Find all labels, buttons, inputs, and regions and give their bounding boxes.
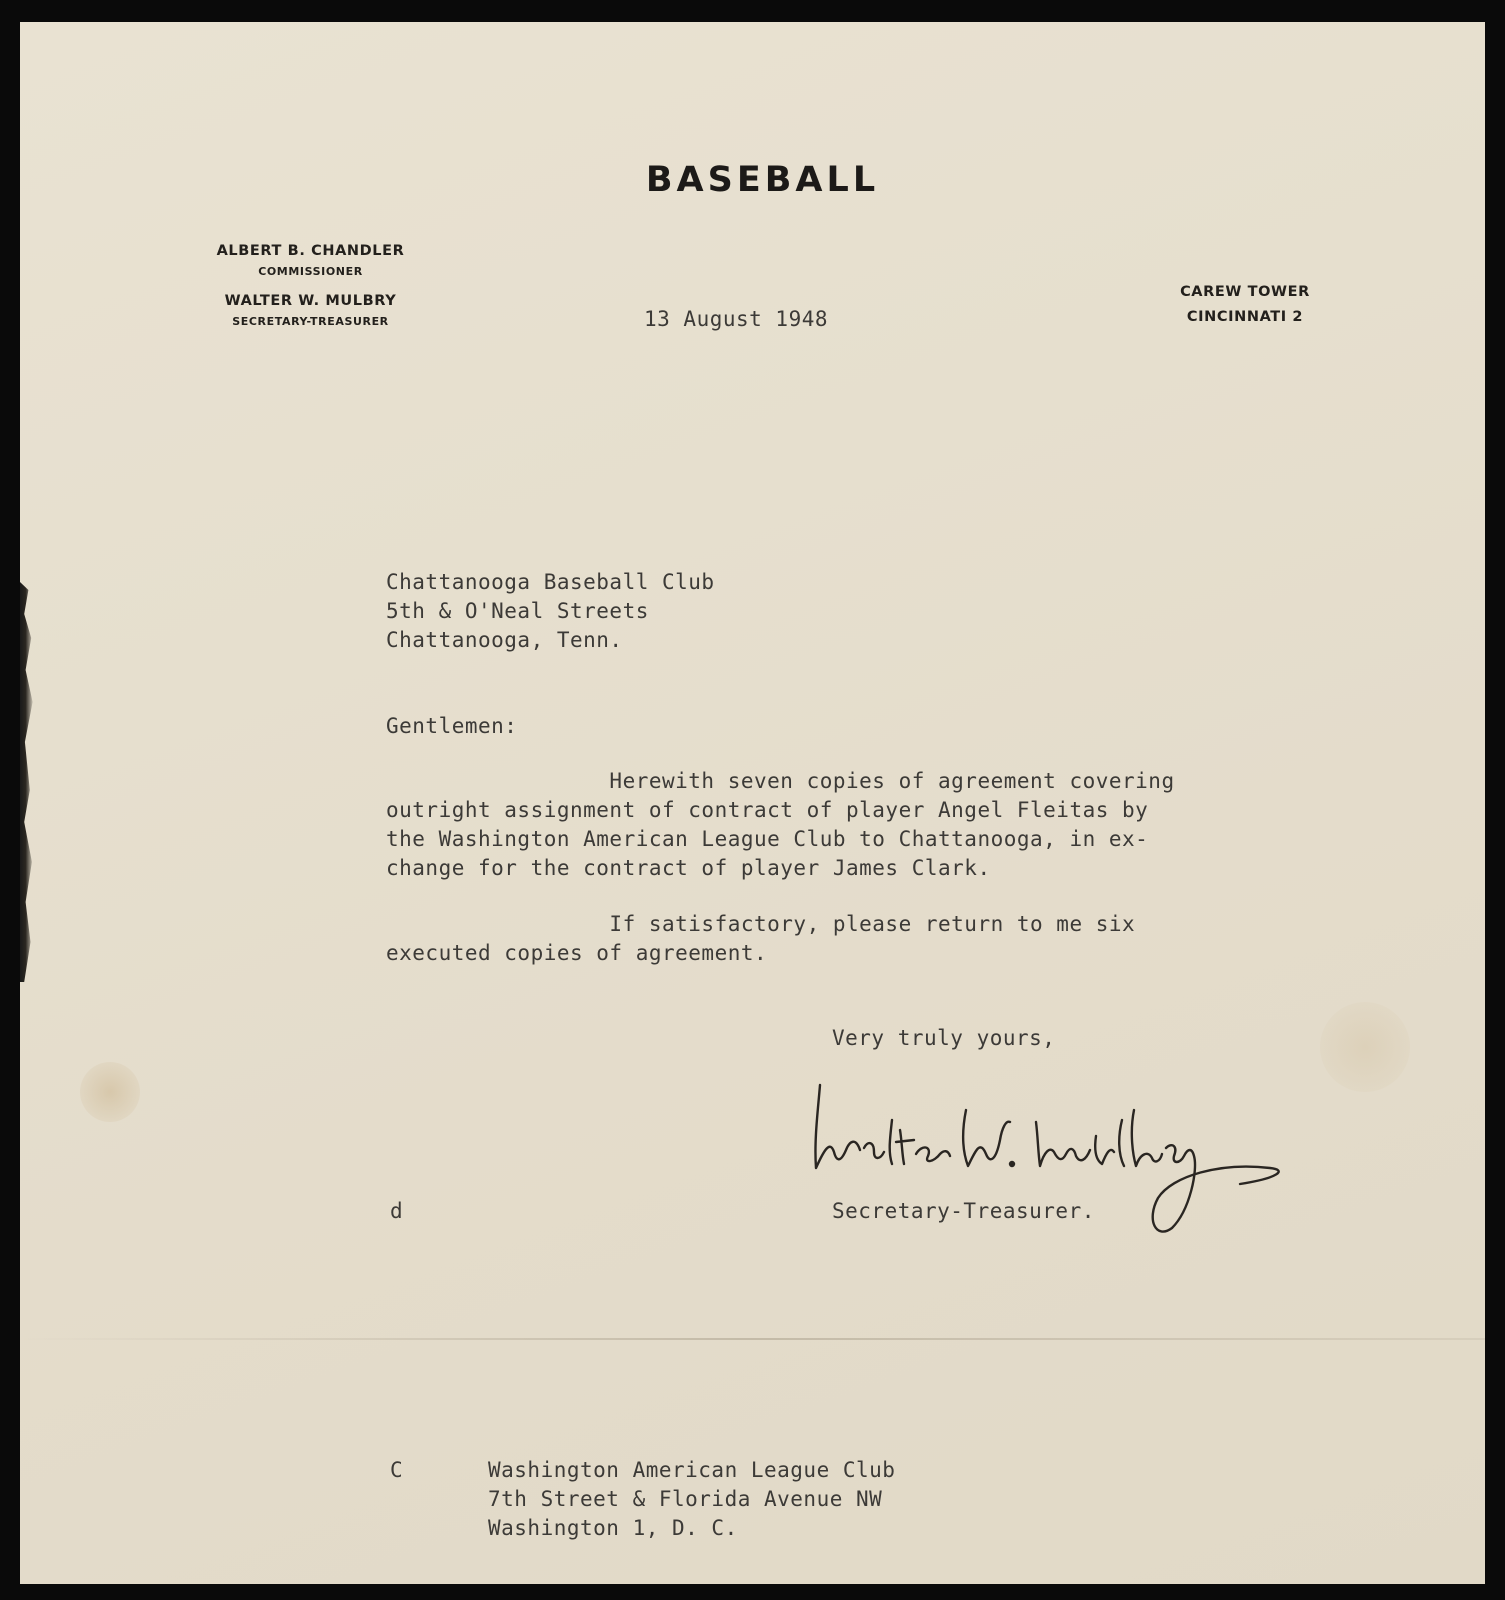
recipient-line-3: Chattanooga, Tenn.	[386, 628, 623, 652]
body-line: If satisfactory, please return to me six	[386, 912, 1136, 936]
paper-stain	[1320, 1002, 1410, 1092]
address-line-1: CAREW TOWER	[1180, 284, 1310, 300]
secretary-role: SECRETARY-TREASURER	[232, 315, 389, 328]
commissioner-name: ALBERT B. CHANDLER	[216, 243, 405, 259]
paper-stain	[80, 1062, 140, 1122]
salutation: Gentlemen:	[386, 714, 518, 738]
letterhead-title: BASEBALL	[645, 160, 880, 200]
cc-marker: C	[390, 1458, 404, 1482]
fold-line	[20, 1338, 1485, 1340]
typist-initial: d	[390, 1199, 404, 1223]
body-line: change for the contract of player James Clark.	[386, 856, 991, 880]
body-line: Herewith seven copies of agreement covering	[386, 769, 1175, 793]
cc-line-3: Washington 1, D. C.	[488, 1516, 738, 1540]
body-line: outright assignment of contract of player Angel Fleitas by	[386, 798, 1149, 822]
address-line-2: CINCINNATI 2	[1186, 309, 1304, 325]
cc-line-1: Washington American League Club	[488, 1458, 896, 1482]
body-line: executed copies of agreement.	[386, 941, 768, 965]
secretary-name: WALTER W. MULBRY	[224, 293, 397, 309]
body-line: the Washington American League Club to Chattanooga, in ex-	[386, 827, 1149, 851]
commissioner-role: COMMISSIONER	[258, 265, 363, 278]
letter-date: 13 August 1948	[644, 307, 829, 331]
recipient-line-2: 5th & O'Neal Streets	[386, 599, 649, 623]
torn-edge	[20, 582, 34, 982]
recipient-line-1: Chattanooga Baseball Club	[386, 570, 715, 594]
cc-line-2: 7th Street & Florida Avenue NW	[488, 1487, 883, 1511]
signer-title: Secretary-Treasurer.	[832, 1199, 1095, 1223]
closing: Very truly yours,	[832, 1026, 1056, 1050]
